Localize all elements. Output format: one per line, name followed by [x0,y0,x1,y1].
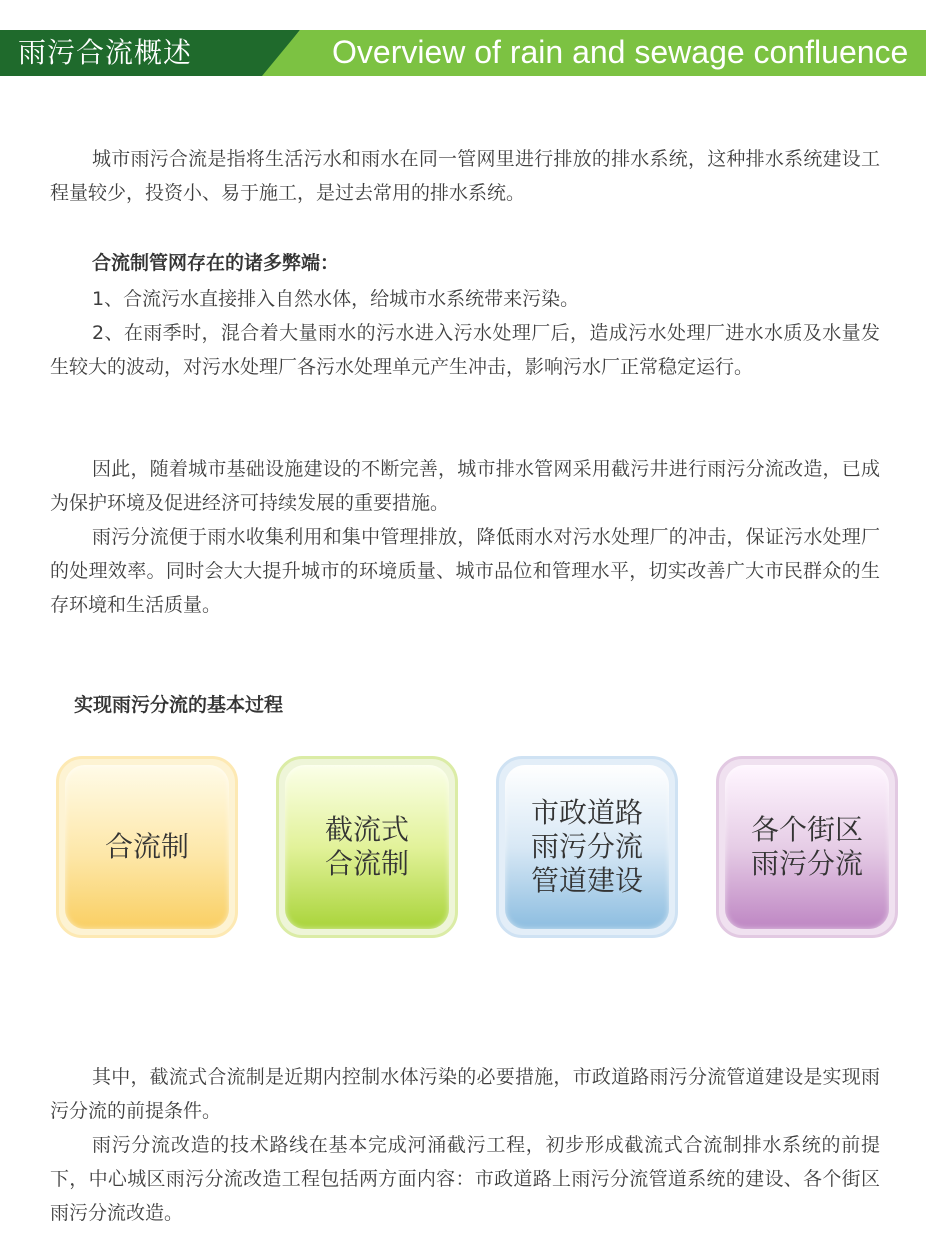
process-step-combined-system [56,756,238,938]
process-step-intercepting-combined-system [276,756,458,938]
conclusion-paragraph-1: 其中，截流式合流制是近期内控制水体污染的必要措施，市政道路雨污分流管道建设是实现雨污分流的前提条件。 [50,1066,880,1122]
step-line: 市政道路 [530,796,643,829]
banner-title-cn: 雨污合流概述 [18,36,193,69]
reform-paragraph-2: 雨污分流便于雨水收集利用和集中管理排放，降低雨水对污水处理厂的冲击，保证污水处理厂的处理效率。同时会大大提升城市的环境质量、城市品位和管理水平，切实改善广大市民群众的生存环境和生活质量。 [50,526,880,616]
step-line: 管道建设 [530,864,643,897]
process-step-label [65,765,229,929]
title-banner [0,30,926,76]
process-step-municipal-road-pipes [496,756,678,938]
process-step-label [725,765,889,929]
process-step-label [285,765,449,929]
banner-title-en: Overview of rain and sewage confluence [332,34,909,70]
process-step-label [505,765,669,929]
step-line: 雨污分流 [750,847,863,880]
step-line: 合流制 [324,847,409,880]
intro-paragraph: 城市雨污合流是指将生活污水和雨水在同一管网里进行排放的排水系统，这种排水系统建设工程量较少，投资小、易于施工，是过去常用的排水系统。 [50,148,880,204]
process-heading: 实现雨污分流的基本过程 [74,694,284,716]
conclusion-paragraph-2: 雨污分流改造的技术路线在基本完成河涌截污工程，初步形成截流式合流制排水系统的前提下，中心城区雨污分流改造工程包括两方面内容：市政道路上雨污分流管道系统的建设、各个街区雨污分流改造。 [50,1134,880,1224]
step-line: 雨污分流 [530,830,643,863]
drawback-item-1: 1、合流污水直接排入自然水体，给城市水系统带来污染。 [92,288,580,310]
step-line: 截流式 [324,813,409,846]
step-line: 合流制 [104,830,189,863]
reform-paragraph-1: 因此，随着城市基础设施建设的不断完善，城市排水管网采用截污井进行雨污分流改造，已成为保护环境及促进经济可持续发展的重要措施。 [50,458,880,514]
process-step-block-separation [716,756,898,938]
step-line: 各个街区 [750,813,863,846]
drawbacks-heading: 合流制管网存在的诸多弊端： [92,252,340,274]
drawback-item-2: 2、在雨季时，混合着大量雨水的污水进入污水处理厂后，造成污水处理厂进水水质及水量发生较大的波动，对污水处理厂各污水处理单元产生冲击，影响污水厂正常稳定运行。 [50,322,880,378]
